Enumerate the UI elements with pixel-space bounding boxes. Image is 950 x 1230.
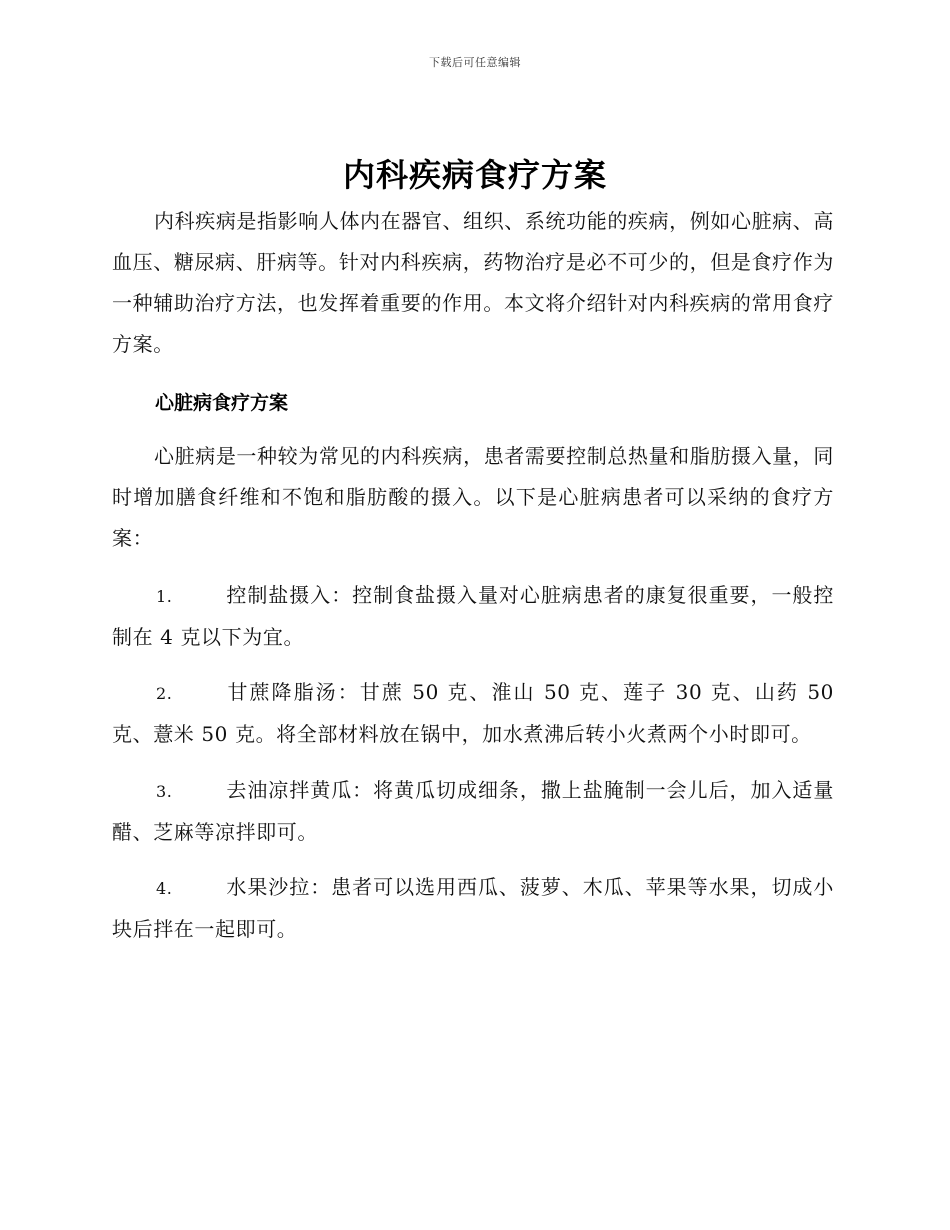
list-item-text: 甘蔗降脂汤：甘蔗 50 克、淮山 50 克、莲子 30 克、山药 50 克、薏米 50 克。将全部材料放在锅中，加水煮沸后转小火煮两个小时即可。 <box>112 680 834 746</box>
list-item <box>112 867 834 950</box>
list-item-text: 控制盐摄入：控制食盐摄入量对心脏病患者的康复很重要，一般控制在 4 克以下为宜。 <box>112 583 834 649</box>
list-item <box>112 770 834 853</box>
document-title: 内科疾病食疗方案 <box>342 156 607 194</box>
list-item <box>112 672 834 755</box>
intro-paragraph: 内科疾病是指影响人体内在器官、组织、系统功能的疾病，例如心脏病、高血压、糖尿病、肝病等。针对内科疾病，药物治疗是必不可少的，但是食疗作为一种辅助治疗方法，也发挥着重要的作用。本文将介绍针对内科疾病的常用食疗方案。 <box>112 209 834 356</box>
list-item-text: 水果沙拉：患者可以选用西瓜、菠萝、木瓜、苹果等水果，切成小块后拌在一起即可。 <box>112 875 834 941</box>
section-intro-paragraph: 心脏病是一种较为常见的内科疾病，患者需要控制总热量和脂肪摄入量，同时增加膳食纤维和不饱和脂肪酸的摄入。以下是心脏病患者可以采纳的食疗方案： <box>112 444 834 550</box>
list-item <box>112 575 834 658</box>
section-heading: 心脏病食疗方案 <box>155 392 289 414</box>
list-item-number: 2. <box>156 684 173 703</box>
header-note: 下载后可任意编辑 <box>429 56 521 69</box>
list-item-number: 4. <box>156 879 173 898</box>
list-item-number: 3. <box>156 782 173 801</box>
list-item-number: 1. <box>156 587 173 606</box>
list-item-text: 去油凉拌黄瓜：将黄瓜切成细条，撒上盐腌制一会儿后，加入适量醋、芝麻等凉拌即可。 <box>112 778 834 844</box>
